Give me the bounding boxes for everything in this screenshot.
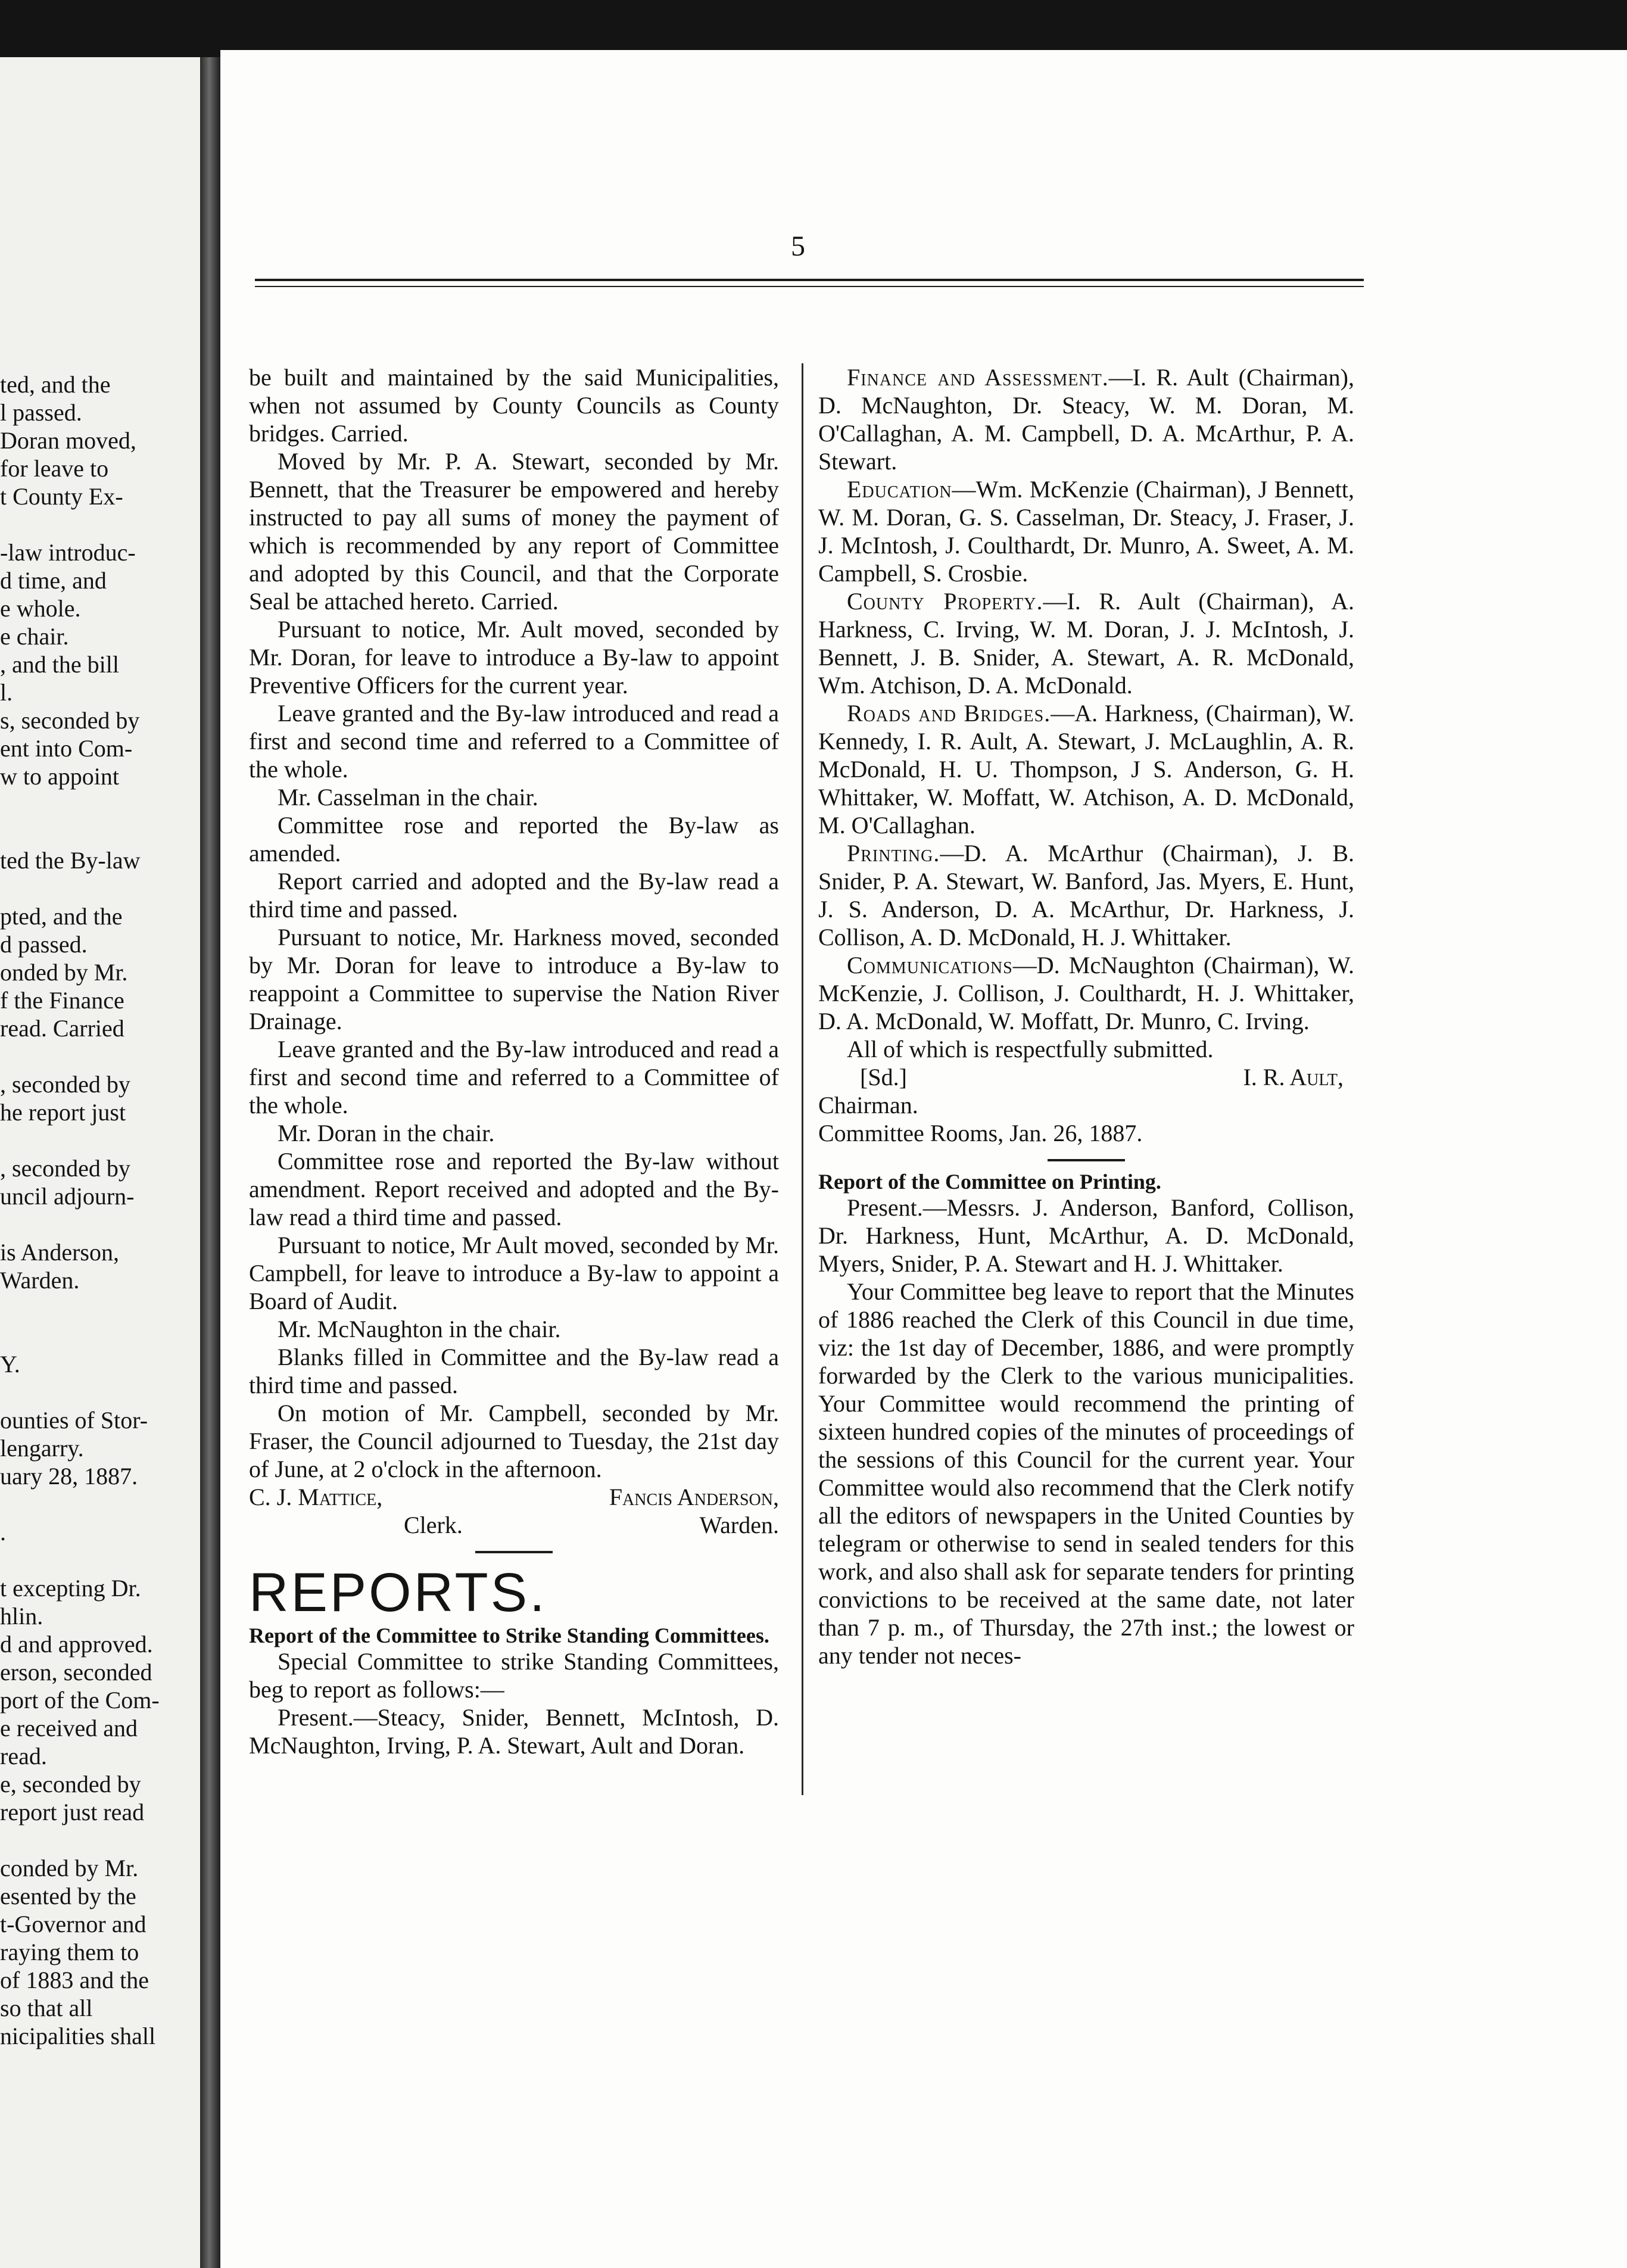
chairman-signature-row [818,1063,1354,1091]
fragment-line: of 1883 and the [0,1967,149,1993]
fragment-line: so that all [0,1995,93,2021]
report-strike-committees-body [249,1647,779,1759]
committee-members: —A. Harkness, (Chairman), W. Kennedy, I. R. Ault, A. Stewart, J. McLaughlin, A. R. McDonald, H. U. Thompson, J S. Anderson, G. H. Whittaker, W. Moffatt, W. Atchison, A. D. McDonald, M. O'Callaghan. [818,700,1355,839]
committee-members: —D. McNaughton (Chairman), W. McKenzie, J. Collison, J. Coulthardt, H. J. Whittaker, D. A. McDonald, W. Moffatt, Dr. Munro, C. Irving. [818,952,1354,1035]
fragment-line: d time, and [0,567,107,594]
fragment-line: Doran moved, [0,427,136,454]
chairman-name: I. R. Ault, [1243,1064,1344,1091]
fragment-line: raying them to [0,1939,139,1965]
fragment-line [0,818,200,846]
minutes-paragraph: Pursuant to notice, Mr. Ault moved, seconded by Mr. Doran, for leave to introduce a By-law to appoint Preventive Officers for the current year. [249,616,779,699]
fragment-line: , seconded by [0,1155,130,1182]
previous-page-fragment [0,57,200,2268]
fragment-line [0,1042,200,1070]
fragment-line: l. [0,679,13,706]
fragment-line: e received and [0,1715,138,1742]
minutes-paragraph: Mr. McNaughton in the chair. [278,1316,561,1342]
fragment-line [0,510,200,538]
report-strike-committees-heading: Report of the Committee to Strike Standing Committees. [249,1624,769,1647]
reports-heading: REPORTS. [249,1562,547,1623]
minutes-paragraph: Mr. Casselman in the chair. [278,784,538,811]
committee-name: Printing. [847,840,940,867]
committee-name: County Property. [847,588,1043,615]
fragment-line: t excepting Dr. [0,1575,141,1602]
minutes-paragraph: Blanks filled in Committee and the By-law read a third time and passed. [249,1344,779,1398]
fragment-line [0,1546,200,1574]
fragment-line: uncil adjourn- [0,1183,135,1210]
fragment-line: t County Ex- [0,483,123,510]
header-rule-top [255,279,1364,281]
fragment-line: hlin. [0,1603,43,1630]
fragment-line: Y. [0,1351,20,1378]
fragment-line: erson, seconded [0,1659,152,1686]
report-printing-heading: Report of the Committee on Printing. [818,1170,1161,1194]
chairman-title: Chairman. [818,1092,918,1119]
report-paragraph: Present.—Messrs. J. Anderson, Banford, Collison, Dr. Harkness, Hunt, McArthur, A. D. McDonald, Myers, Snider, P. A. Stewart and H. J. Whittaker. [818,1194,1354,1277]
minutes-paragraph: Report carried and adopted and the By-law read a third time and passed. [249,868,779,923]
minutes-paragraph: Mr. Doran in the chair. [278,1120,495,1147]
fragment-line: e, seconded by [0,1771,141,1797]
fragment-line: he report just [0,1099,126,1126]
fragment-line: e chair. [0,623,69,650]
minutes-paragraph: Leave granted and the By-law introduced and read a first and second time and referred to a Committee of the whole. [249,700,779,783]
minutes-paragraph: Committee rose and reported the By-law as amended. [249,812,779,867]
report-printing-body [818,1194,1354,1669]
fragment-line: s, seconded by [0,707,140,734]
clerk-signature: C. J. Mattice, [249,1484,383,1510]
fragment-line: uary 28, 1887. [0,1463,138,1490]
committee-members: —Wm. McKenzie (Chairman), J Bennett, W. M. Doran, G. S. Casselman, Dr. Steacy, J. Fraser, J. J. McIntosh, J. Coulthardt, Dr. Munro, A. Sweet, A. M. Campbell, S. Crosbie. [818,476,1354,587]
fragment-line: for leave to [0,455,109,482]
column-right [818,363,1354,1669]
committee-list [818,363,1354,1035]
fragment-line: ent into Com- [0,735,133,762]
fragment-line: d and approved. [0,1631,153,1658]
fragment-line: , and the bill [0,651,119,678]
clerk-title: Clerk. [404,1512,463,1538]
fragment-line: w to appoint [0,763,119,790]
minutes-paragraph: Pursuant to notice, Mr. Harkness moved, seconded by Mr. Doran for leave to introduce a By-law to reappoint a Committee to supervise the Nation River Drainage. [249,924,779,1035]
fragment-line: port of the Com- [0,1687,160,1714]
committee-name: Finance and Assessment. [847,364,1109,391]
minutes-paragraph: Moved by Mr. P. A. Stewart, seconded by Mr. Bennett, that the Treasurer be empowered and hereby instructed to pay all sums of money the payment of which is recommended by any report of Committee and adopted by this Council, and that the Corporate Seal be attached hereto. Carried. [249,448,779,615]
fragment-line [0,1490,200,1518]
sd-label: [Sd.] [860,1064,907,1091]
fragment-line: onded by Mr. [0,959,128,986]
committee-name: Roads and Bridges. [847,700,1051,727]
minutes-paragraph: On motion of Mr. Campbell, seconded by Mr. Fraser, the Council adjourned to Tuesday, the 21st day of June, at 2 o'clock in the afternoon. [249,1400,779,1482]
fragment-line: report just read [0,1799,145,1825]
column-divider [802,363,803,1795]
fragment-line [0,1826,200,1854]
warden-signature: Fancis Anderson, [609,1484,779,1510]
left-page-text-fragment [0,370,200,2050]
minutes-paragraph: Pursuant to notice, Mr Ault moved, seconded by Mr. Campbell, for leave to introduce a By-law to appoint a Board of Audit. [249,1232,779,1314]
committee-name: Education [847,476,952,503]
fragment-line: l passed. [0,399,82,426]
fragment-line: lengarry. [0,1435,84,1462]
committee-entry [818,587,1354,699]
fragment-line: d passed. [0,931,88,958]
committee-name: Communications [847,952,1013,979]
fragment-line: f the Finance [0,987,124,1014]
fragment-line: read. [0,1743,47,1769]
fragment-line: e whole. [0,595,81,622]
fragment-line: conded by Mr. [0,1855,139,1881]
minutes-paragraphs [249,363,779,1483]
fragment-line: esented by the [0,1883,136,1909]
fragment-line: . [0,1519,6,1546]
header-rule-bottom [255,286,1364,287]
fragment-line [0,1378,200,1406]
warden-title: Warden. [699,1512,779,1538]
fragment-line: ounties of Stor- [0,1407,148,1434]
page [220,50,1627,2268]
submitted-line: All of which is respectfully submitted. [847,1036,1214,1063]
fragment-line: pted, and the [0,903,123,930]
signature-row-titles [249,1511,779,1539]
committee-rooms-date: Committee Rooms, Jan. 26, 1887. [818,1120,1143,1147]
fragment-line: ted the By-law [0,847,141,874]
minutes-paragraph: Committee rose and reported the By-law without amendment. Report received and adopted and the By-law read a third time and passed. [249,1148,779,1230]
report-paragraph: Special Committee to strike Standing Committees, beg to report as follows:— [249,1648,779,1703]
signature-row-names [249,1483,779,1511]
section-rule-right [1048,1159,1125,1161]
minutes-paragraph: be built and maintained by the said Municipalities, when not assumed by County Councils as County bridges. Carried. [249,364,779,447]
fragment-line: Warden. [0,1267,80,1294]
committee-entry [818,951,1354,1035]
committee-entry [818,699,1354,839]
committee-members: —I. R. Ault (Chairman), D. McNaughton, Dr. Steacy, W. M. Doran, M. O'Callaghan, A. M. Campbell, D. A. McArthur, P. A. Stewart. [818,364,1354,475]
section-rule [475,1551,553,1553]
committee-entry [818,363,1354,475]
committee-entry [818,475,1354,587]
fragment-line [0,1210,200,1238]
book-gutter [200,57,220,2268]
report-paragraph: Present.—Steacy, Snider, Bennett, McIntosh, D. McNaughton, Irving, P. A. Stewart, Ault and Doran. [249,1704,779,1759]
fragment-line: t-Governor and [0,1911,147,1937]
fragment-line: read. Carried [0,1015,124,1042]
fragment-line: nicipalities shall [0,2023,156,2049]
fragment-line: -law introduc- [0,539,136,566]
fragment-line: ted, and the [0,371,111,398]
minutes-paragraph: Leave granted and the By-law introduced and read a first and second time and referred to a Committee of the whole. [249,1036,779,1119]
fragment-line: is Anderson, [0,1239,119,1266]
page-number: 5 [791,230,805,262]
fragment-line: , seconded by [0,1071,130,1098]
committee-entry [818,839,1354,951]
fragment-line [0,1126,200,1154]
committee-members: —I. R. Ault (Chairman), A. Harkness, C. Irving, W. M. Doran, J. J. McIntosh, J. Bennett, J. B. Snider, A. Stewart, A. R. McDonald, Wm. Atchison, D. A. McDonald. [818,588,1354,699]
fragment-line [0,1294,200,1322]
fragment-line [0,790,200,818]
fragment-line [0,1322,200,1350]
fragment-line [0,874,200,902]
column-left [249,363,779,1759]
committee-members: —D. A. McArthur (Chairman), J. B. Snider, P. A. Stewart, W. Banford, Jas. Myers, E. Hunt, J. S. Anderson, D. A. McArthur, Dr. Harkness, J. Collison, A. D. McDonald, H. J. Whittaker. [818,840,1354,951]
report-paragraph: Your Committee beg leave to report that the Minutes of 1886 reached the Clerk of this Council in due time, viz: the 1st day of December, 1886, and were promptly forwarded by the Clerk to the various municipalities. Your Committee would recommend the printing of sixteen hundred copies of the minutes of proceedings of the sessions of this Council for the current year. Your Committee would also recommend that the Clerk notify all the editors of newspapers in the United Counties by telegram or otherwise to send in sealed tenders for this work, and also shall ask for separate tenders for printing convictions to be received at the same date, not later than 7 p. m., of Thursday, the 27th inst.; the lowest or any tender not neces- [818,1278,1354,1669]
